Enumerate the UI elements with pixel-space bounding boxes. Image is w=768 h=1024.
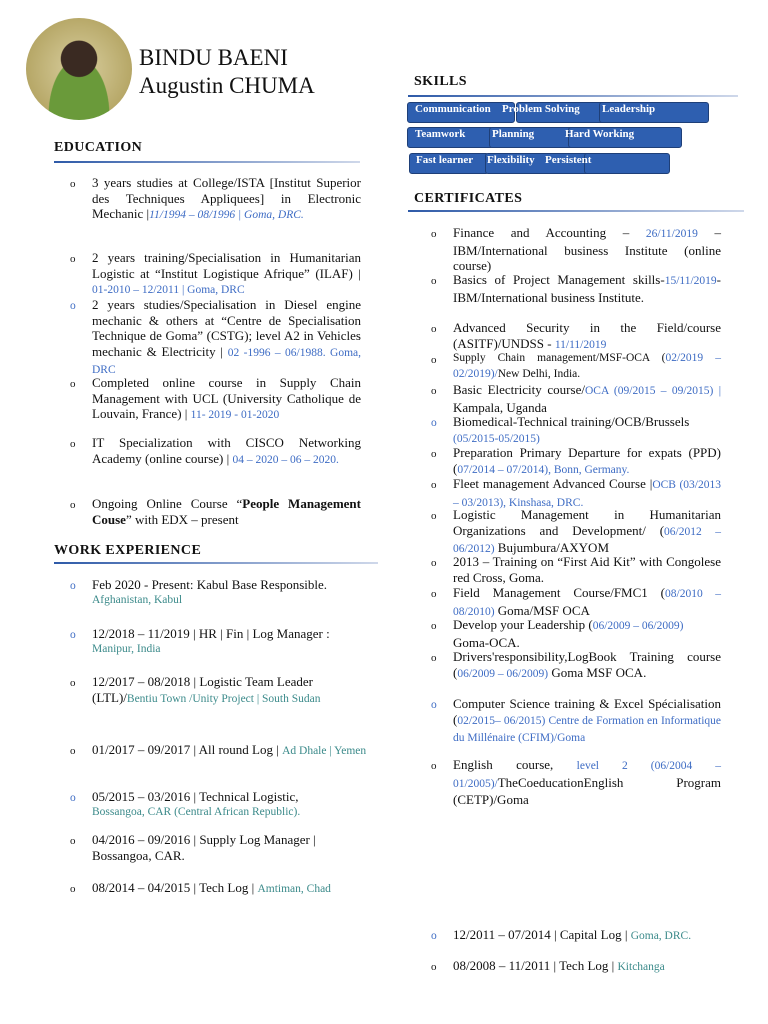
work-item: 08/2014 – 04/2015 | Tech Log | Amtiman, Chad <box>92 880 331 895</box>
certificate-item: Develop your Leadership (06/2009 – 06/2009) Goma-OCA. <box>453 617 684 650</box>
bullet: o <box>70 677 76 689</box>
skill-label: Teamwork <box>415 128 466 140</box>
bullet: o <box>431 961 437 973</box>
bullet: o <box>70 835 76 847</box>
name-last: Augustin CHUMA <box>139 73 315 98</box>
skill-label: Leadership <box>602 103 656 115</box>
skill-box <box>584 153 670 174</box>
bullet: o <box>431 760 437 772</box>
certificate-item: Finance and Accounting – 26/11/2019 – IBM/International business Institute (online course) <box>453 225 722 274</box>
certificate-item: Biomedical-Technical training/OCB/Brussels (05/2015-05/2015) <box>453 414 690 445</box>
bullet: o <box>70 629 76 641</box>
certificate-item: Field Management Course/FMC1 (08/2010 – 08/2010) Goma/MSF OCA <box>453 585 721 618</box>
bullet: o <box>431 620 437 632</box>
certificate-item: English course, level 2 (06/2004 – 01/2005)/TheCoeducationEnglish Program (CETP)/Goma <box>453 757 722 808</box>
certificate-item: Logistic Management in Humanitarian Organizations and Development/ (06/2012 – 06/2012) Bujumbura/AXYOM <box>453 507 721 556</box>
certificates-divider <box>408 210 744 212</box>
work-item: 08/2008 – 11/2011 | Tech Log | Kitchanga <box>453 958 665 973</box>
skills-divider <box>408 95 738 97</box>
work-item: 04/2016 – 09/2016 | Supply Log Manager | Bossangoa, CAR. <box>92 832 316 863</box>
bullet: o <box>70 745 76 757</box>
education-item: 2 years training/Specialisation in Humanitarian Logistic at “Institut Logistique Afrique” (ILAF) | 01-2010 – 12/2011 | Goma, DRC <box>92 250 361 297</box>
bullet: o <box>70 883 76 895</box>
skill-label: Communication <box>415 103 491 115</box>
work-item: 05/2015 – 03/2016 | Technical Logistic, Bossangoa, CAR (Central African Republic). <box>92 789 301 818</box>
certificate-item: Computer Science training & Excel Spécialisation (02/2015– 06/2015) Centre de Formation en Informatique du Millénaire (CFIM)/Goma <box>453 696 721 745</box>
education-item: Ongoing Online Course “People Management Couse” with EDX – present <box>92 496 361 527</box>
bullet: o <box>70 580 76 592</box>
work-item: Feb 2020 - Present: Kabul Base Responsible. Afghanistan, Kabul <box>92 577 328 606</box>
bullet: o <box>431 699 437 711</box>
work-item: 12/2017 – 08/2018 | Logistic Team Leader (LTL)/Bentiu Town /Unity Project | South Sudan <box>92 674 321 705</box>
bullet: o <box>70 499 76 511</box>
bullet: o <box>70 253 76 265</box>
bullet: o <box>431 323 437 335</box>
bullet: o <box>431 588 437 600</box>
certificate-item: Preparation Primary Departure for expats (PPD) (07/2014 – 07/2014), Bonn, Germany. <box>453 445 721 476</box>
bullet: o <box>431 228 437 240</box>
education-heading: EDUCATION <box>54 140 143 155</box>
bullet: o <box>70 178 76 190</box>
skill-label: Flexibility <box>487 154 535 166</box>
skill-label: Hard Working <box>565 128 635 140</box>
bullet: o <box>70 378 76 390</box>
education-item: IT Specialization with CISCO Networking Academy (online course) | 04 – 2020 – 06 – 2020. <box>92 435 361 466</box>
education-item: 2 years studies/Specialisation in Diesel engine mechanic & others at “Centre de Specialisation Technique de Goma” (CSTG); level A2 in Vehicles mechanic & Electricity | 02 -1996 – 06/1988. Goma, DRC <box>92 297 361 377</box>
certificate-item: Advanced Security in the Field/course (ASITF)/UNDSS - 11/11/2019 <box>453 320 721 351</box>
bullet: o <box>431 510 437 522</box>
skill-label: Persistent <box>545 154 592 166</box>
bullet: o <box>431 385 437 397</box>
certificate-item: Drivers'responsibility,LogBook Training course (06/2009 – 06/2009) Goma MSF OCA. <box>453 649 721 680</box>
certificate-item: Fleet management Advanced Course |OCB (03/2013 – 03/2013), Kinshasa, DRC. <box>453 476 721 509</box>
name-first: BINDU BAENI <box>139 45 288 70</box>
skill-label: Planning <box>492 128 535 140</box>
bullet: o <box>70 438 76 450</box>
certificate-item: 2013 – Training on “First Aid Kit” with Congolese red Cross, Goma. <box>453 554 721 585</box>
certificate-item: Basic Electricity course/OCA (09/2015 – 09/2015) | Kampala, Uganda <box>453 382 722 415</box>
bullet: o <box>431 557 437 569</box>
skill-label: Fast learner <box>416 154 474 166</box>
work-item: 12/2011 – 07/2014 | Capital Log | Goma, DRC. <box>453 927 692 942</box>
bullet: o <box>431 417 437 429</box>
work-heading: WORK EXPERIENCE <box>54 543 202 558</box>
skills-heading: SKILLS <box>414 74 467 89</box>
bullet: o <box>70 792 76 804</box>
education-item: 3 years studies at College/ISTA [Institut Superior des Techniques Appliquees] in Electronic Mechanic |11/1994 – 08/1996 | Goma, DRC. <box>92 175 361 222</box>
education-divider <box>54 161 360 163</box>
bullet: o <box>431 354 437 366</box>
bullet: o <box>431 479 437 491</box>
certificates-heading: CERTIFICATES <box>414 191 523 206</box>
work-divider <box>54 562 378 564</box>
bullet: o <box>431 448 437 460</box>
bullet: o <box>70 300 76 312</box>
profile-photo <box>26 18 132 120</box>
certificate-item: Supply Chain management/MSF-OCA (02/2019 – 02/2019)/New Delhi, India. <box>453 352 721 380</box>
bullet: o <box>431 652 437 664</box>
bullet: o <box>431 275 437 287</box>
work-item: 12/2018 – 11/2019 | HR | Fin | Log Manager : Manipur, India <box>92 626 330 655</box>
bullet: o <box>431 930 437 942</box>
education-item: Completed online course in Supply Chain Management with UCL (University Catholique de Louvain, France) | 11- 2019 - 01-2020 <box>92 375 361 422</box>
certificate-item: Basics of Project Management skills-15/11/2019-IBM/International business Institute. <box>453 272 721 305</box>
skill-label: Problem Solving <box>502 103 580 115</box>
work-item: 01/2017 – 09/2017 | All round Log | Ad Dhale | Yemen <box>92 742 367 757</box>
